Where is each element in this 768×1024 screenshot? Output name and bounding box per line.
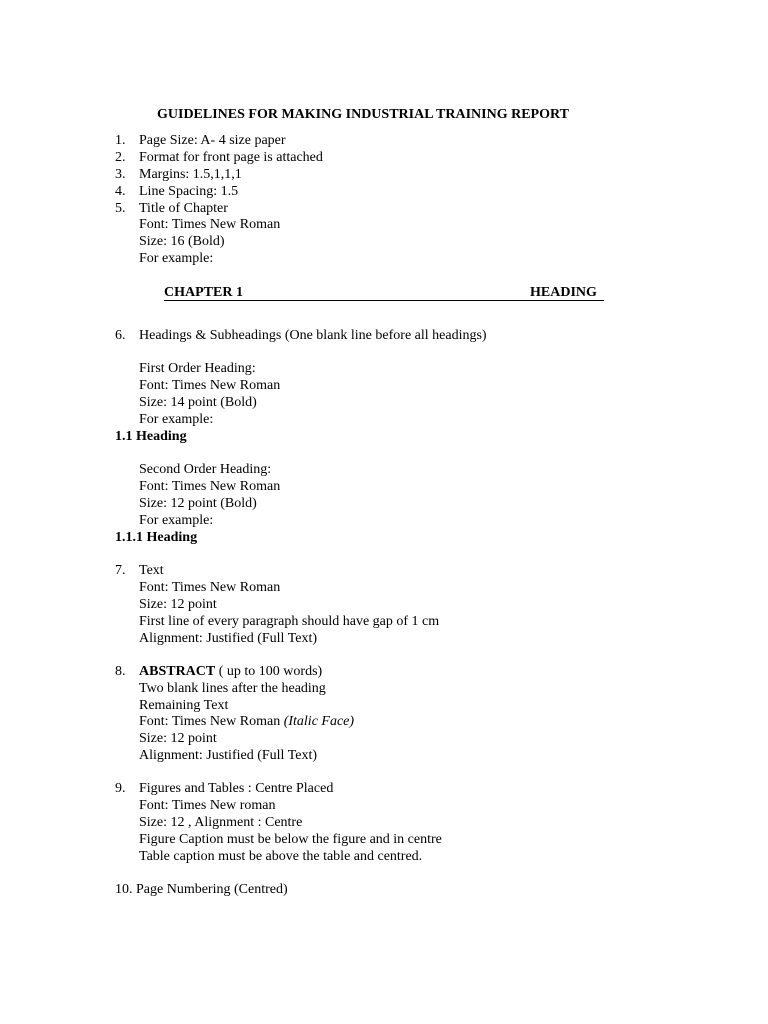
size-spec: Size: 12 point bbox=[139, 731, 217, 746]
indent-spec: First line of every paragraph should have gap of 1 cm bbox=[139, 614, 440, 629]
list-number: 7. bbox=[115, 563, 126, 578]
list-number: 9. bbox=[115, 781, 126, 796]
size-spec: Size: 12 point (Bold) bbox=[139, 496, 257, 511]
list-number: 4. bbox=[115, 184, 126, 199]
chapter-sample-right: HEADING bbox=[530, 285, 597, 300]
list-text: Format for front page is attached bbox=[139, 150, 323, 165]
list-number: 1. bbox=[115, 133, 126, 148]
second-order-label: Second Order Heading: bbox=[139, 462, 272, 477]
font-spec: Font: Times New Roman bbox=[139, 479, 281, 494]
list-number: 8. bbox=[115, 664, 126, 679]
example-label: For example: bbox=[139, 251, 214, 266]
list-text: Text bbox=[139, 563, 164, 578]
remaining-text-label: Remaining Text bbox=[139, 698, 229, 713]
font-spec: Font: Times New roman bbox=[139, 798, 276, 813]
list-text: Page Size: A- 4 size paper bbox=[139, 133, 286, 148]
font-spec: Font: Times New Roman bbox=[139, 580, 281, 595]
document-title: GUIDELINES FOR MAKING INDUSTRIAL TRAINING REPORT bbox=[157, 107, 569, 122]
first-order-sample: 1.1 Heading bbox=[115, 429, 187, 444]
font-spec-italic: (Italic Face) bbox=[283, 714, 355, 729]
size-spec: Size: 12 point bbox=[139, 597, 217, 612]
list-text: Line Spacing: 1.5 bbox=[139, 184, 239, 199]
alignment-spec: Alignment: Justified (Full Text) bbox=[139, 631, 318, 646]
chapter-underline bbox=[164, 300, 604, 301]
font-spec bbox=[139, 713, 354, 730]
size-spec: Size: 16 (Bold) bbox=[139, 234, 225, 249]
list-text: Figures and Tables : Centre Placed bbox=[139, 781, 334, 796]
list-number: 3. bbox=[115, 167, 126, 182]
alignment-spec: Alignment: Justified (Full Text) bbox=[139, 748, 318, 763]
list-text: Headings & Subheadings (One blank line before all headings) bbox=[139, 328, 487, 343]
list-text: Title of Chapter bbox=[139, 201, 228, 216]
font-spec: Font: Times New Roman bbox=[139, 217, 281, 232]
size-spec: Size: 12 , Alignment : Centre bbox=[139, 815, 303, 830]
chapter-sample-left: CHAPTER 1 bbox=[164, 285, 243, 300]
example-label: For example: bbox=[139, 412, 214, 427]
list-text: Margins: 1.5,1,1,1 bbox=[139, 167, 242, 182]
abstract-note: ( up to 100 words) bbox=[215, 664, 323, 679]
first-order-label: First Order Heading: bbox=[139, 361, 256, 376]
abstract-heading: ABSTRACT bbox=[139, 664, 216, 679]
list-number: 5. bbox=[115, 201, 126, 216]
list-number: 2. bbox=[115, 150, 126, 165]
font-spec-text: Font: Times New Roman bbox=[139, 714, 284, 729]
list-number: 6. bbox=[115, 328, 126, 343]
font-spec: Font: Times New Roman bbox=[139, 378, 281, 393]
table-caption-spec: Table caption must be above the table and centred. bbox=[139, 849, 423, 864]
abstract-line bbox=[139, 663, 322, 680]
figure-caption-spec: Figure Caption must be below the figure and in centre bbox=[139, 832, 442, 847]
size-spec: Size: 14 point (Bold) bbox=[139, 395, 257, 410]
blank-lines-spec: Two blank lines after the heading bbox=[139, 681, 326, 696]
example-label: For example: bbox=[139, 513, 214, 528]
second-order-sample: 1.1.1 Heading bbox=[115, 530, 198, 545]
list-text: 10. Page Numbering (Centred) bbox=[115, 882, 288, 897]
